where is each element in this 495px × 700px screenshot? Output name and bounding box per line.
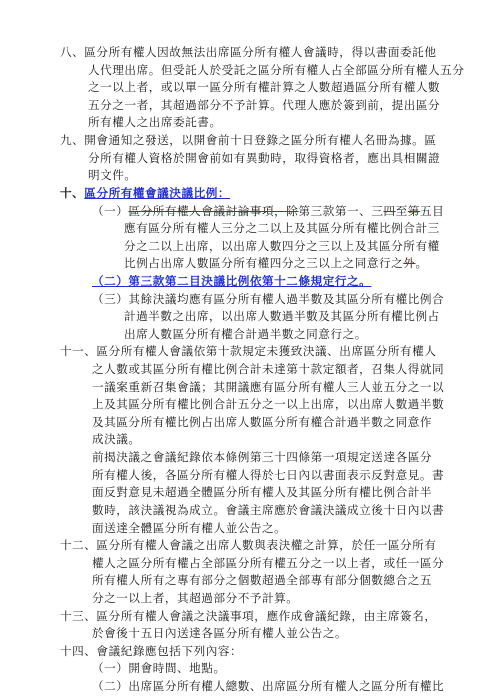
item-10-title: 區分所有權會議決議比例： [84,185,231,200]
item-10-sub-1-line-2: 應有區分所有權人三分之二以上及其區分所有權比例合計三 [124,221,440,236]
item-10-number: 十、 [60,185,85,200]
item-11-line-5: 及其區分所有權比例占出席人數區分所有權合計過半數之同意作 [92,414,433,429]
item-14-sub-1: （一）開會時間、地點。 [92,661,226,676]
deleted-text-1: 區分所有權人會議討論事項，除 [128,203,299,218]
deleted-text-2: 四 [383,203,396,218]
item-14-sub-2: （二）出席區分所有權人總數、出席區分所有權人之區分所有權比 [92,679,445,693]
item-11-line-2: 之人數或其區分所有權比例合計未達第十款定額者，召集人得就同 [92,362,445,376]
sub-1-line-4-end: 。 [415,256,428,271]
sub-1-rest: 第三款第一、三 [298,203,384,218]
item-11-line-9: 面反對意見未超過全體區分所有權人及其區分所有權比例合計半 [92,485,433,500]
item-11-line-8: 所有權人後，各區分所有權人得於七日內以書面表示反對意見。書 [92,467,445,482]
item-8-line-5: 所有權人之出席委託書。 [88,115,222,130]
item-11-line-11: 面送達全體區分所有權人並公告之。 [92,520,287,535]
item-10-sub-3-line-2: 計過半數之出席，以出席人數過半數及其區分所有權比例占 [124,309,440,324]
item-10-sub-3-line-1: （三）其餘決議均應有區分所有權人過半數及其區分所有權比例合 [92,291,445,306]
sub-1-mid: 至 [395,203,408,218]
item-10-sub-2: （二）第三款第二目決議比例依第十二條規定行之。 [92,273,372,288]
item-9-line-1: 九、開會通知之發送，以開會前十日登錄之區分所有權人名冊為據。區 [60,133,437,148]
deleted-text-3: 第 [407,203,420,218]
item-8-line-4: 五分之一者，其超過部分不予計算。代理人應於簽到前，提出區分 [88,97,441,112]
item-11-line-7: 前揭決議之會議紀錄依本條例第三十四條第一項規定送達各區分 [92,450,433,465]
item-10-sub-3-line-3: 出席人數區分所有權合計過半數之同意行之。 [124,326,367,341]
item-11-line-3: 一議案重新召集會議；其開議應有區分所有權人三人並五分之一以 [92,379,445,394]
item-10-sub-1-line-3: 分之二以上出席，以出席人數四分之三以上及其區分所有權 [124,238,440,253]
item-13-line-1: 十三、區分所有權人會議之決議事項，應作成會議紀錄，由主席簽名， [60,608,437,623]
item-11-line-10: 數時，該決議視為成立。會議主席應於會議決議成立後十日內以書 [92,502,445,517]
sub-1-end: 五目 [419,203,445,218]
item-11-line-4: 上及其區分所有權比例合計五分之一以上出席，以出席人數過半數 [92,397,445,412]
item-9-line-3: 明文件。 [88,168,137,183]
item-11-line-1: 十一、區分所有權人會議依第十款規定未獲致決議、出席區分所有權人 [60,344,437,359]
item-14-line-1: 十四、會議紀錄應包括下列內容： [60,643,243,658]
sub-1-prefix: （一） [92,203,129,218]
sub-1-line-4-text: 比例占出席人數區分所有權四分之三以上之同意行之 [124,256,404,271]
item-9-line-2: 分所有權人資格於開會前如有異動時，取得資格者，應出具相關證 [88,150,441,165]
item-8-line-3: 之一以上者，或以單一區分所有權計算之人數超過區分所有權人數 [88,80,441,95]
item-11-line-6: 成決議。 [92,432,141,447]
item-12-line-2: 權人之區分所有權占全部區分所有權五分之一以上者，或任一區分 [92,555,445,570]
item-12-line-4: 分之一以上者，其超過部分不予計算。 [92,590,299,605]
item-12-line-1: 十二、區分所有權人會議之出席人數與表決權之計算，於任一區分所有 [60,538,437,553]
item-8-line-2: 人代理出席。但受託人於受託之區分所有權人占全部區分所有權人五分 [88,62,465,77]
item-8-line-1: 八、區分所有權人因故無法出席區分所有權人會議時，得以書面委託他 [60,45,437,59]
item-12-line-3: 所有權人所有之專有部分之個數超過全部專有部分個數總合之五 [92,573,433,588]
deleted-text-4: 外 [403,256,416,271]
item-13-line-2: 於會後十五日內送達各區分所有權人並公告之。 [92,626,348,641]
